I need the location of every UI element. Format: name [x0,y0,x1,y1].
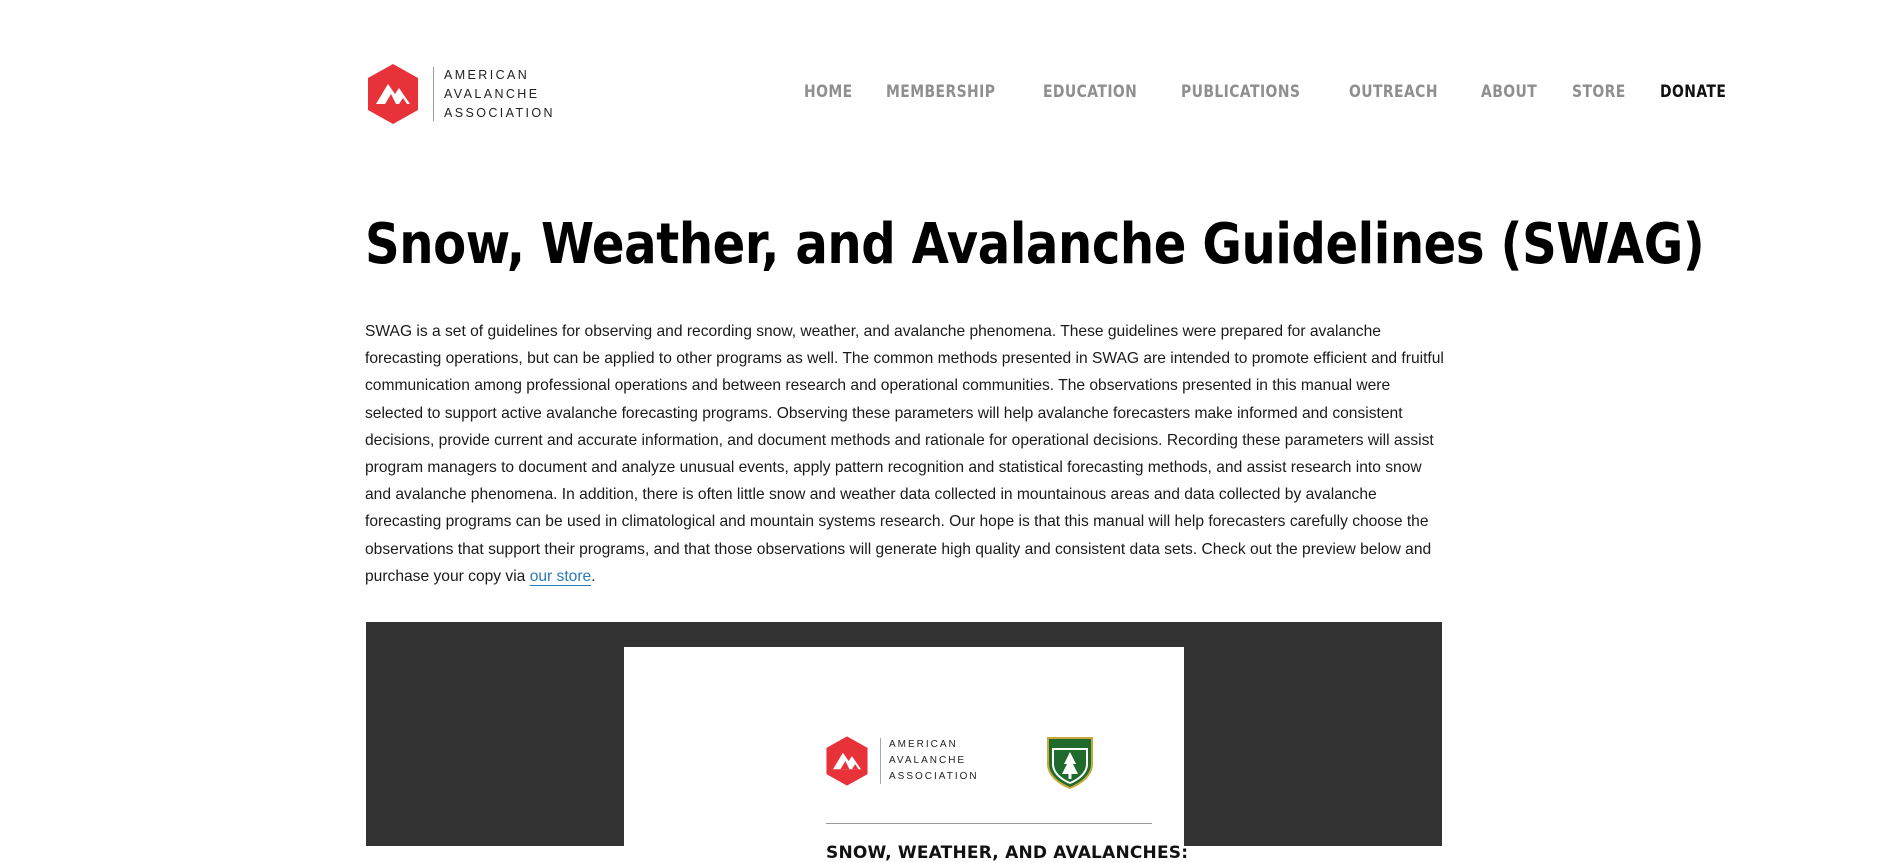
document-preview[interactable] [366,622,1442,863]
site-header [0,0,1898,150]
intro-paragraph [365,318,1445,590]
preview-logo-line-american: AMERICAN [889,739,958,750]
logo-wordmark [444,66,555,123]
intro-text: SWAG is a set of guidelines for observing and recording snow, weather, and avalanche phenomena. These guidelines were prepared for avalanche forecasting operations, but can be applied to other programs as well. The common methods presented in SWAG are intended to promote efficient and fruitful communication among professional operations and between research and operational communities. The observations presented in this manual were selected to support active avalanche forecasting programs. Observing these parameters will help avalanche forecasters make informed and consistent decisions, provide current and accurate information, and document methods and rationale for operational decisions. Recording these parameters will assist program managers to document and analyze unusual events, apply pattern recognition and statistical forecasting methods, and assist research into snow and avalanche phenomena. In addition, there is often little snow and weather data collected in mountainous areas and data collected by avalanche forecasting programs can be used in climatological and mountain systems research. Our hope is that this manual will help forecasters carefully choose the observations that support their programs, and that those observations will generate high quality and consistent data sets. Check out the preview below and purchase your copy via [365,323,1444,585]
avalanche-mountain-logo-icon [824,734,870,788]
preview-logo-wordmark [889,737,979,785]
nav-home[interactable]: HOME [804,82,853,102]
nav-donate[interactable]: DONATE [1660,82,1727,102]
preview-logo-line-association: ASSOCIATION [889,771,979,782]
nav-about[interactable]: ABOUT [1480,82,1537,102]
preview-logo-divider [880,738,881,784]
nav-outreach[interactable]: OUTREACH [1349,82,1438,102]
preview-document-title: SNOW, WEATHER, AND AVALANCHES: [826,843,1189,863]
logo-line-association: ASSOCIATION [444,105,555,120]
intro-trailing: . [591,567,596,585]
logo-divider [433,67,434,121]
preview-page [624,647,1189,863]
our-store-link[interactable]: our store [529,567,592,585]
main-nav [804,82,1764,102]
preview-divider-rule [826,823,1152,824]
preview-logo [824,734,979,788]
nav-education[interactable]: EDUCATION [1042,82,1137,102]
nav-store[interactable]: STORE [1571,82,1626,102]
logo-line-american: AMERICAN [444,67,530,82]
preview-logo-line-avalanche: AVALANCHE [889,755,967,766]
nav-publications[interactable]: PUBLICATIONS [1180,82,1300,102]
logo-line-avalanche: AVALANCHE [444,86,540,101]
site-logo[interactable] [365,62,555,126]
page-title: Snow, Weather, and Avalanche Guidelines (SWAG) [365,212,1705,277]
forest-service-shield-icon [1044,734,1096,790]
nav-membership[interactable]: MEMBERSHIP [886,82,996,102]
avalanche-mountain-logo-icon [365,62,421,126]
